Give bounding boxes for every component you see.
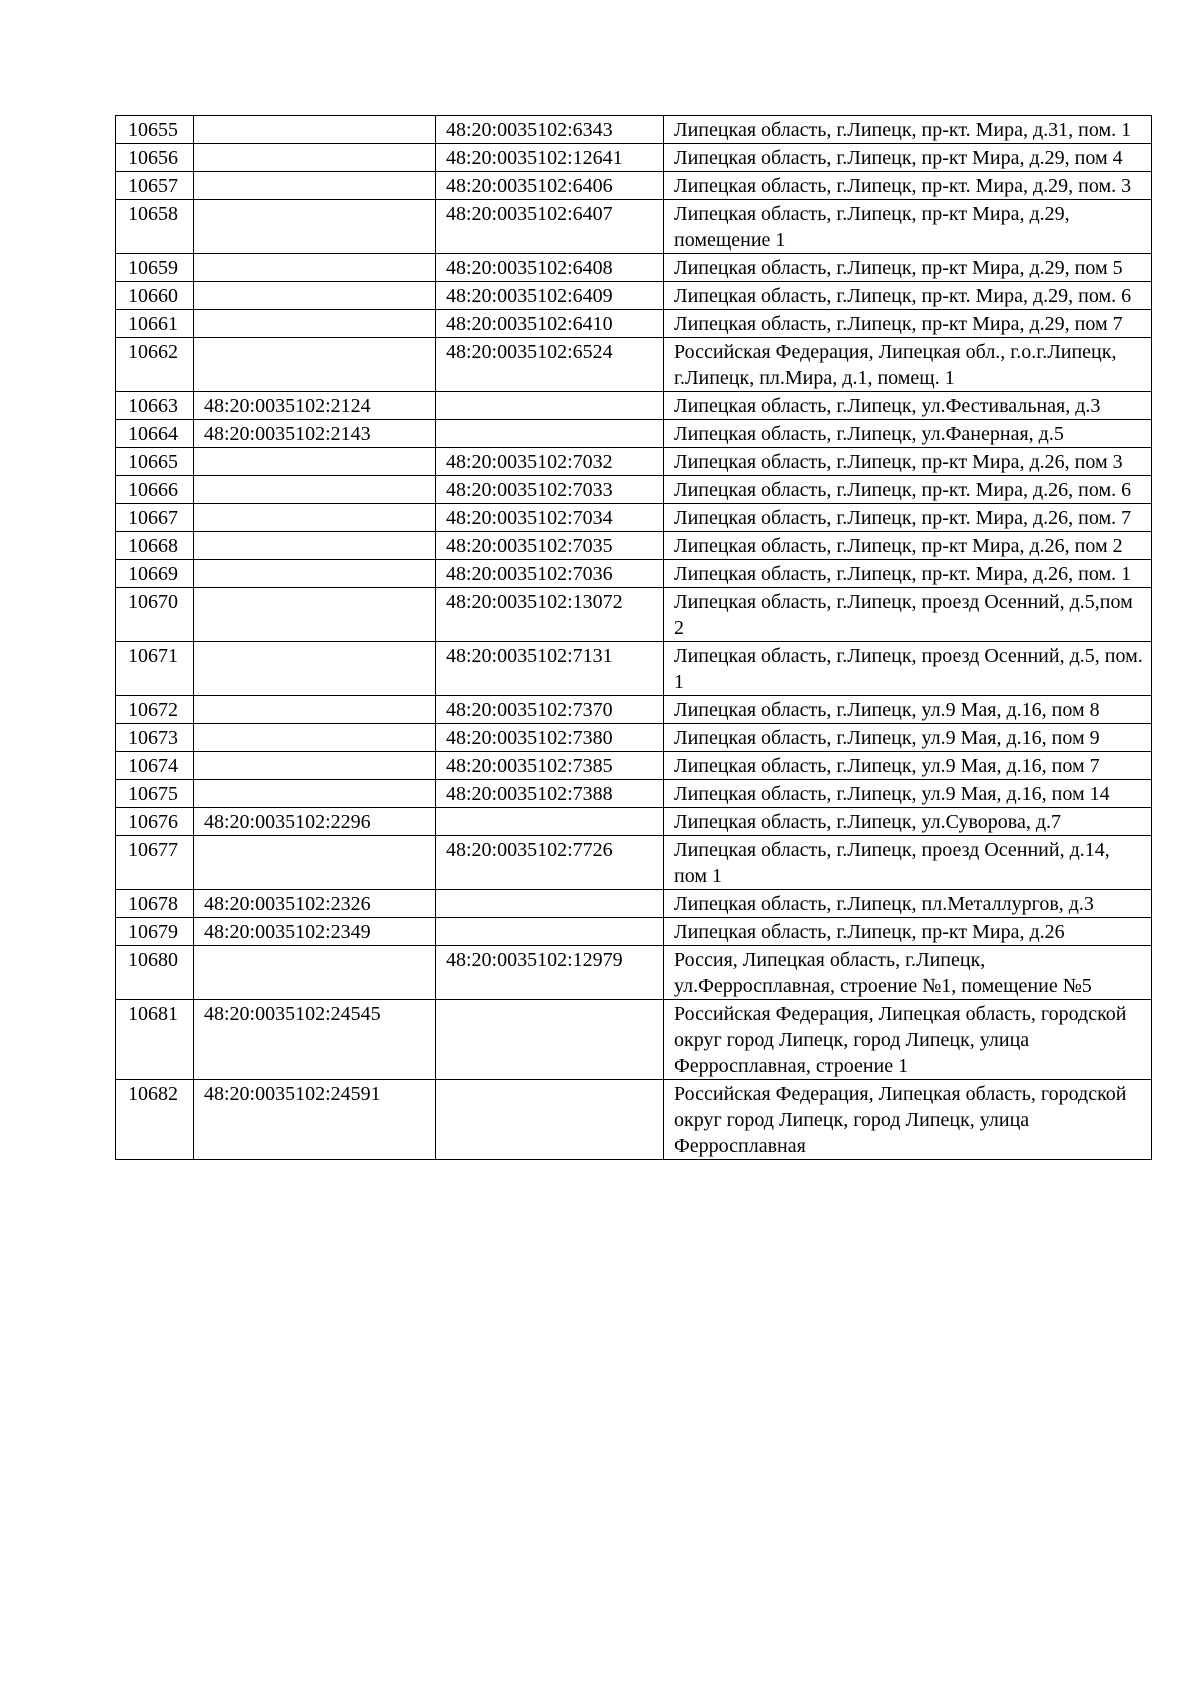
row-number-cell: 10662 bbox=[116, 338, 194, 392]
table-row bbox=[116, 560, 1152, 588]
cadastral-number-cell bbox=[194, 200, 436, 254]
address-cell: Липецкая область, г.Липецк, пр-кт Мира, д.29, пом 5 bbox=[664, 254, 1152, 282]
address-cell: Российская Федерация, Липецкая обл., г.о.г.Липецк, г.Липецк, пл.Мира, д.1, помещ. 1 bbox=[664, 338, 1152, 392]
address-cell: Липецкая область, г.Липецк, пр-кт Мира, д.29, пом 4 bbox=[664, 144, 1152, 172]
address-cell: Липецкая область, г.Липецк, ул.Суворова, д.7 bbox=[664, 808, 1152, 836]
row-number-cell: 10673 bbox=[116, 724, 194, 752]
premises-cadastral-cell: 48:20:0035102:6407 bbox=[436, 200, 664, 254]
address-cell: Российская Федерация, Липецкая область, городской округ город Липецк, город Липецк, улица Ферросплавная bbox=[664, 1080, 1152, 1160]
address-cell: Липецкая область, г.Липецк, ул.Фестивальная, д.3 bbox=[664, 392, 1152, 420]
cadastral-number-cell bbox=[194, 172, 436, 200]
cadastral-number-cell bbox=[194, 752, 436, 780]
premises-cadastral-cell: 48:20:0035102:7131 bbox=[436, 642, 664, 696]
cadastral-number-cell bbox=[194, 116, 436, 144]
address-cell: Липецкая область, г.Липецк, пр-кт. Мира, д.26, пом. 6 bbox=[664, 476, 1152, 504]
row-number-cell: 10675 bbox=[116, 780, 194, 808]
cadastral-number-cell bbox=[194, 504, 436, 532]
row-number-cell: 10671 bbox=[116, 642, 194, 696]
cadastral-number-cell bbox=[194, 588, 436, 642]
table-row bbox=[116, 392, 1152, 420]
cadastral-number-cell bbox=[194, 532, 436, 560]
address-cell: Липецкая область, г.Липецк, пр-кт. Мира, д.31, пом. 1 bbox=[664, 116, 1152, 144]
cadastral-number-cell: 48:20:0035102:24545 bbox=[194, 1000, 436, 1080]
address-cell: Россия, Липецкая область, г.Липецк, ул.Ферросплавная, строение №1, помещение №5 bbox=[664, 946, 1152, 1000]
table-row bbox=[116, 282, 1152, 310]
address-cell: Липецкая область, г.Липецк, пр-кт. Мира, д.29, пом. 6 bbox=[664, 282, 1152, 310]
property-table bbox=[115, 115, 1152, 1160]
premises-cadastral-cell bbox=[436, 1080, 664, 1160]
cadastral-number-cell bbox=[194, 448, 436, 476]
address-cell: Липецкая область, г.Липецк, ул.Фанерная, д.5 bbox=[664, 420, 1152, 448]
address-cell: Липецкая область, г.Липецк, ул.9 Мая, д.16, пом 8 bbox=[664, 696, 1152, 724]
address-cell: Липецкая область, г.Липецк, пр-кт. Мира, д.29, пом. 3 bbox=[664, 172, 1152, 200]
cadastral-number-cell: 48:20:0035102:2349 bbox=[194, 918, 436, 946]
premises-cadastral-cell: 48:20:0035102:7388 bbox=[436, 780, 664, 808]
cadastral-number-cell bbox=[194, 144, 436, 172]
row-number-cell: 10668 bbox=[116, 532, 194, 560]
cadastral-number-cell bbox=[194, 836, 436, 890]
table-row bbox=[116, 946, 1152, 1000]
table-row bbox=[116, 420, 1152, 448]
row-number-cell: 10679 bbox=[116, 918, 194, 946]
table-row bbox=[116, 780, 1152, 808]
cadastral-number-cell bbox=[194, 310, 436, 338]
premises-cadastral-cell: 48:20:0035102:7033 bbox=[436, 476, 664, 504]
cadastral-number-cell bbox=[194, 696, 436, 724]
cadastral-number-cell: 48:20:0035102:2296 bbox=[194, 808, 436, 836]
cadastral-number-cell bbox=[194, 780, 436, 808]
premises-cadastral-cell: 48:20:0035102:7726 bbox=[436, 836, 664, 890]
row-number-cell: 10680 bbox=[116, 946, 194, 1000]
address-cell: Липецкая область, г.Липецк, проезд Осенний, д.14, пом 1 bbox=[664, 836, 1152, 890]
table-row bbox=[116, 836, 1152, 890]
premises-cadastral-cell: 48:20:0035102:7034 bbox=[436, 504, 664, 532]
table-row bbox=[116, 724, 1152, 752]
address-cell: Липецкая область, г.Липецк, пр-кт Мира, д.26, пом 2 bbox=[664, 532, 1152, 560]
address-cell: Липецкая область, г.Липецк, ул.9 Мая, д.16, пом 7 bbox=[664, 752, 1152, 780]
cadastral-number-cell bbox=[194, 338, 436, 392]
address-cell: Липецкая область, г.Липецк, проезд Осенний, д.5,пом 2 bbox=[664, 588, 1152, 642]
table-row bbox=[116, 504, 1152, 532]
premises-cadastral-cell: 48:20:0035102:7035 bbox=[436, 532, 664, 560]
premises-cadastral-cell: 48:20:0035102:7036 bbox=[436, 560, 664, 588]
table-row bbox=[116, 172, 1152, 200]
premises-cadastral-cell: 48:20:0035102:13072 bbox=[436, 588, 664, 642]
table-row bbox=[116, 448, 1152, 476]
premises-cadastral-cell: 48:20:0035102:7370 bbox=[436, 696, 664, 724]
cadastral-number-cell bbox=[194, 946, 436, 1000]
cadastral-number-cell bbox=[194, 560, 436, 588]
premises-cadastral-cell: 48:20:0035102:6408 bbox=[436, 254, 664, 282]
premises-cadastral-cell: 48:20:0035102:6524 bbox=[436, 338, 664, 392]
premises-cadastral-cell: 48:20:0035102:6410 bbox=[436, 310, 664, 338]
row-number-cell: 10681 bbox=[116, 1000, 194, 1080]
premises-cadastral-cell: 48:20:0035102:6343 bbox=[436, 116, 664, 144]
table-row bbox=[116, 116, 1152, 144]
row-number-cell: 10664 bbox=[116, 420, 194, 448]
table-row bbox=[116, 588, 1152, 642]
row-number-cell: 10677 bbox=[116, 836, 194, 890]
table-row bbox=[116, 696, 1152, 724]
table-row bbox=[116, 1080, 1152, 1160]
row-number-cell: 10659 bbox=[116, 254, 194, 282]
cadastral-number-cell: 48:20:0035102:2326 bbox=[194, 890, 436, 918]
address-cell: Липецкая область, г.Липецк, пр-кт Мира, д.29, пом 7 bbox=[664, 310, 1152, 338]
premises-cadastral-cell bbox=[436, 1000, 664, 1080]
address-cell: Липецкая область, г.Липецк, ул.9 Мая, д.16, пом 9 bbox=[664, 724, 1152, 752]
premises-cadastral-cell bbox=[436, 918, 664, 946]
table-row bbox=[116, 338, 1152, 392]
premises-cadastral-cell: 48:20:0035102:6406 bbox=[436, 172, 664, 200]
table-row bbox=[116, 642, 1152, 696]
premises-cadastral-cell bbox=[436, 392, 664, 420]
cadastral-number-cell bbox=[194, 724, 436, 752]
row-number-cell: 10656 bbox=[116, 144, 194, 172]
table-row bbox=[116, 808, 1152, 836]
row-number-cell: 10674 bbox=[116, 752, 194, 780]
address-cell: Липецкая область, г.Липецк, пр-кт. Мира, д.26, пом. 7 bbox=[664, 504, 1152, 532]
address-cell: Липецкая область, г.Липецк, пр-кт Мира, д.26, пом 3 bbox=[664, 448, 1152, 476]
premises-cadastral-cell bbox=[436, 808, 664, 836]
table-row bbox=[116, 532, 1152, 560]
row-number-cell: 10665 bbox=[116, 448, 194, 476]
row-number-cell: 10676 bbox=[116, 808, 194, 836]
cadastral-number-cell bbox=[194, 254, 436, 282]
premises-cadastral-cell: 48:20:0035102:7385 bbox=[436, 752, 664, 780]
row-number-cell: 10666 bbox=[116, 476, 194, 504]
address-cell: Липецкая область, г.Липецк, пл.Металлургов, д.3 bbox=[664, 890, 1152, 918]
table-body bbox=[116, 116, 1152, 1160]
cadastral-number-cell: 48:20:0035102:24591 bbox=[194, 1080, 436, 1160]
row-number-cell: 10682 bbox=[116, 1080, 194, 1160]
row-number-cell: 10670 bbox=[116, 588, 194, 642]
table-row bbox=[116, 752, 1152, 780]
table-row bbox=[116, 476, 1152, 504]
table-row bbox=[116, 918, 1152, 946]
table-row bbox=[116, 890, 1152, 918]
row-number-cell: 10663 bbox=[116, 392, 194, 420]
premises-cadastral-cell: 48:20:0035102:12641 bbox=[436, 144, 664, 172]
row-number-cell: 10672 bbox=[116, 696, 194, 724]
address-cell: Липецкая область, г.Липецк, проезд Осенний, д.5, пом. 1 bbox=[664, 642, 1152, 696]
cadastral-number-cell: 48:20:0035102:2143 bbox=[194, 420, 436, 448]
cadastral-number-cell bbox=[194, 282, 436, 310]
premises-cadastral-cell: 48:20:0035102:6409 bbox=[436, 282, 664, 310]
table-row bbox=[116, 310, 1152, 338]
premises-cadastral-cell: 48:20:0035102:7380 bbox=[436, 724, 664, 752]
cadastral-number-cell bbox=[194, 476, 436, 504]
premises-cadastral-cell: 48:20:0035102:7032 bbox=[436, 448, 664, 476]
cadastral-number-cell bbox=[194, 642, 436, 696]
row-number-cell: 10661 bbox=[116, 310, 194, 338]
row-number-cell: 10655 bbox=[116, 116, 194, 144]
table-row bbox=[116, 200, 1152, 254]
address-cell: Липецкая область, г.Липецк, пр-кт Мира, д.29, помещение 1 bbox=[664, 200, 1152, 254]
row-number-cell: 10678 bbox=[116, 890, 194, 918]
address-cell: Липецкая область, г.Липецк, пр-кт. Мира, д.26, пом. 1 bbox=[664, 560, 1152, 588]
row-number-cell: 10657 bbox=[116, 172, 194, 200]
address-cell: Липецкая область, г.Липецк, пр-кт Мира, д.26 bbox=[664, 918, 1152, 946]
row-number-cell: 10669 bbox=[116, 560, 194, 588]
row-number-cell: 10667 bbox=[116, 504, 194, 532]
address-cell: Липецкая область, г.Липецк, ул.9 Мая, д.16, пом 14 bbox=[664, 780, 1152, 808]
row-number-cell: 10660 bbox=[116, 282, 194, 310]
table-row bbox=[116, 1000, 1152, 1080]
cadastral-number-cell: 48:20:0035102:2124 bbox=[194, 392, 436, 420]
table-row bbox=[116, 254, 1152, 282]
address-cell: Российская Федерация, Липецкая область, городской округ город Липецк, город Липецк, улица Ферросплавная, строение 1 bbox=[664, 1000, 1152, 1080]
premises-cadastral-cell bbox=[436, 420, 664, 448]
table-row bbox=[116, 144, 1152, 172]
premises-cadastral-cell: 48:20:0035102:12979 bbox=[436, 946, 664, 1000]
row-number-cell: 10658 bbox=[116, 200, 194, 254]
premises-cadastral-cell bbox=[436, 890, 664, 918]
